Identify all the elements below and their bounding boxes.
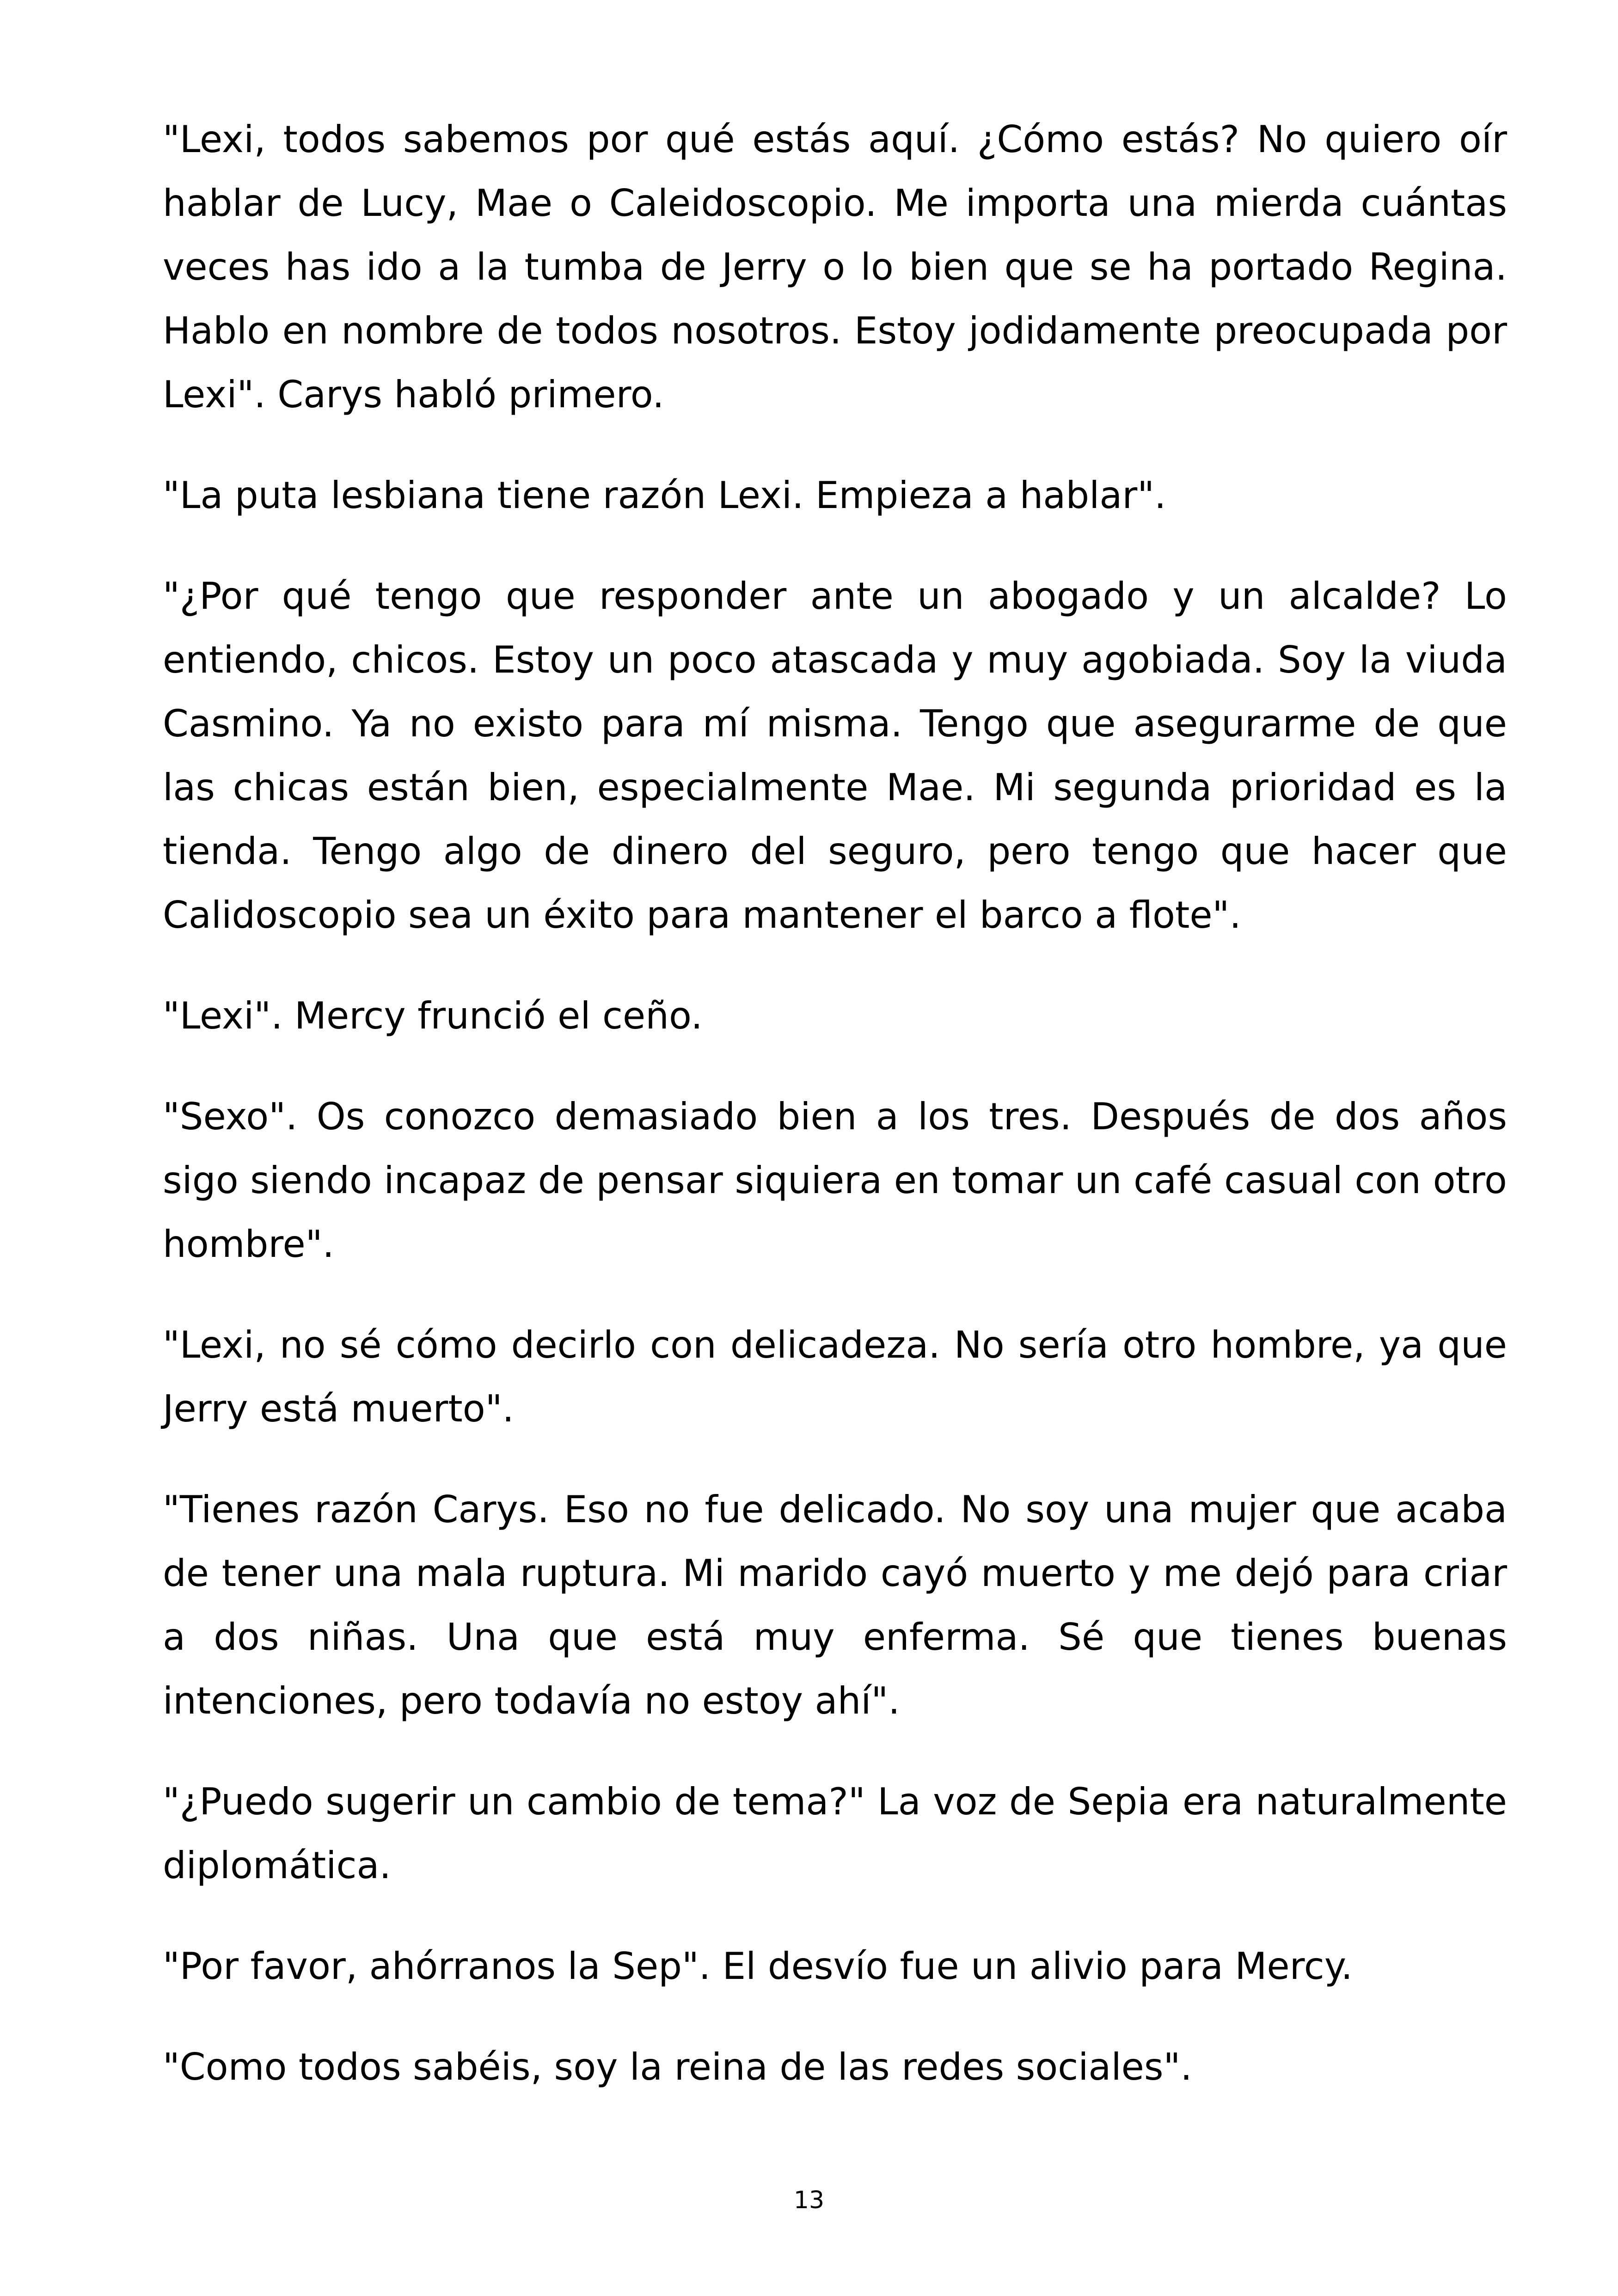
paragraph-1: "Lexi, todos sabemos por qué estás aquí. ¿Cómo estás? No quiero oír hablar de Lucy, Mae o Caleidoscopio. Me importa una mierda cuántas veces has ido a la tumba de Jerry o lo bien que se ha portado Regina. Hablo en nombre de todos nosotros. Estoy jodidamente preocupada por Lexi". Carys habló primero. [163,118,1507,416]
body-text [163,108,1507,2136]
paragraph-6: "Lexi, no sé cómo decirlo con delicadeza. No sería otro hombre, ya que Jerry está muerto". [163,1323,1507,1430]
paragraph-5: "Sexo". Os conozco demasiado bien a los tres. Después de dos años sigo siendo incapaz de pensar siquiera en tomar un café casual con otro hombre". [163,1095,1507,1266]
paragraph-7: "Tienes razón Carys. Eso no fue delicado. No soy una mujer que acaba de tener una mala ruptura. Mi marido cayó muerto y me dejó para criar a dos niñas. Una que está muy enferma. Sé que tienes buenas intenciones, pero todavía no estoy ahí". [163,1488,1507,1722]
paragraph-3: "¿Por qué tengo que responder ante un abogado y un alcalde? Lo entiendo, chicos. Estoy un poco atascada y muy agobiada. Soy la viuda Casmino. Ya no existo para mí misma. Tengo que asegurarme de que las chicas están bien, especialmente Mae. Mi segunda prioridad es la tienda. Tengo algo de dinero del seguro, pero tengo que hacer que Calidoscopio sea un éxito para mantener el barco a flote". [163,575,1507,937]
paragraph-2: "La puta lesbiana tiene razón Lexi. Empieza a hablar". [163,474,1166,517]
paragraph-10: "Como todos sabéis, soy la reina de las redes sociales". [163,2045,1192,2088]
paragraph-8: "¿Puedo sugerir un cambio de tema?" La voz de Sepia era naturalmente diplomática. [163,1780,1507,1887]
paragraph-9: "Por favor, ahórranos la Sep". El desvío fue un alivio para Mercy. [163,1945,1353,1988]
page-number: 13 [793,2186,825,2214]
paragraph-4: "Lexi". Mercy frunció el ceño. [163,994,703,1037]
